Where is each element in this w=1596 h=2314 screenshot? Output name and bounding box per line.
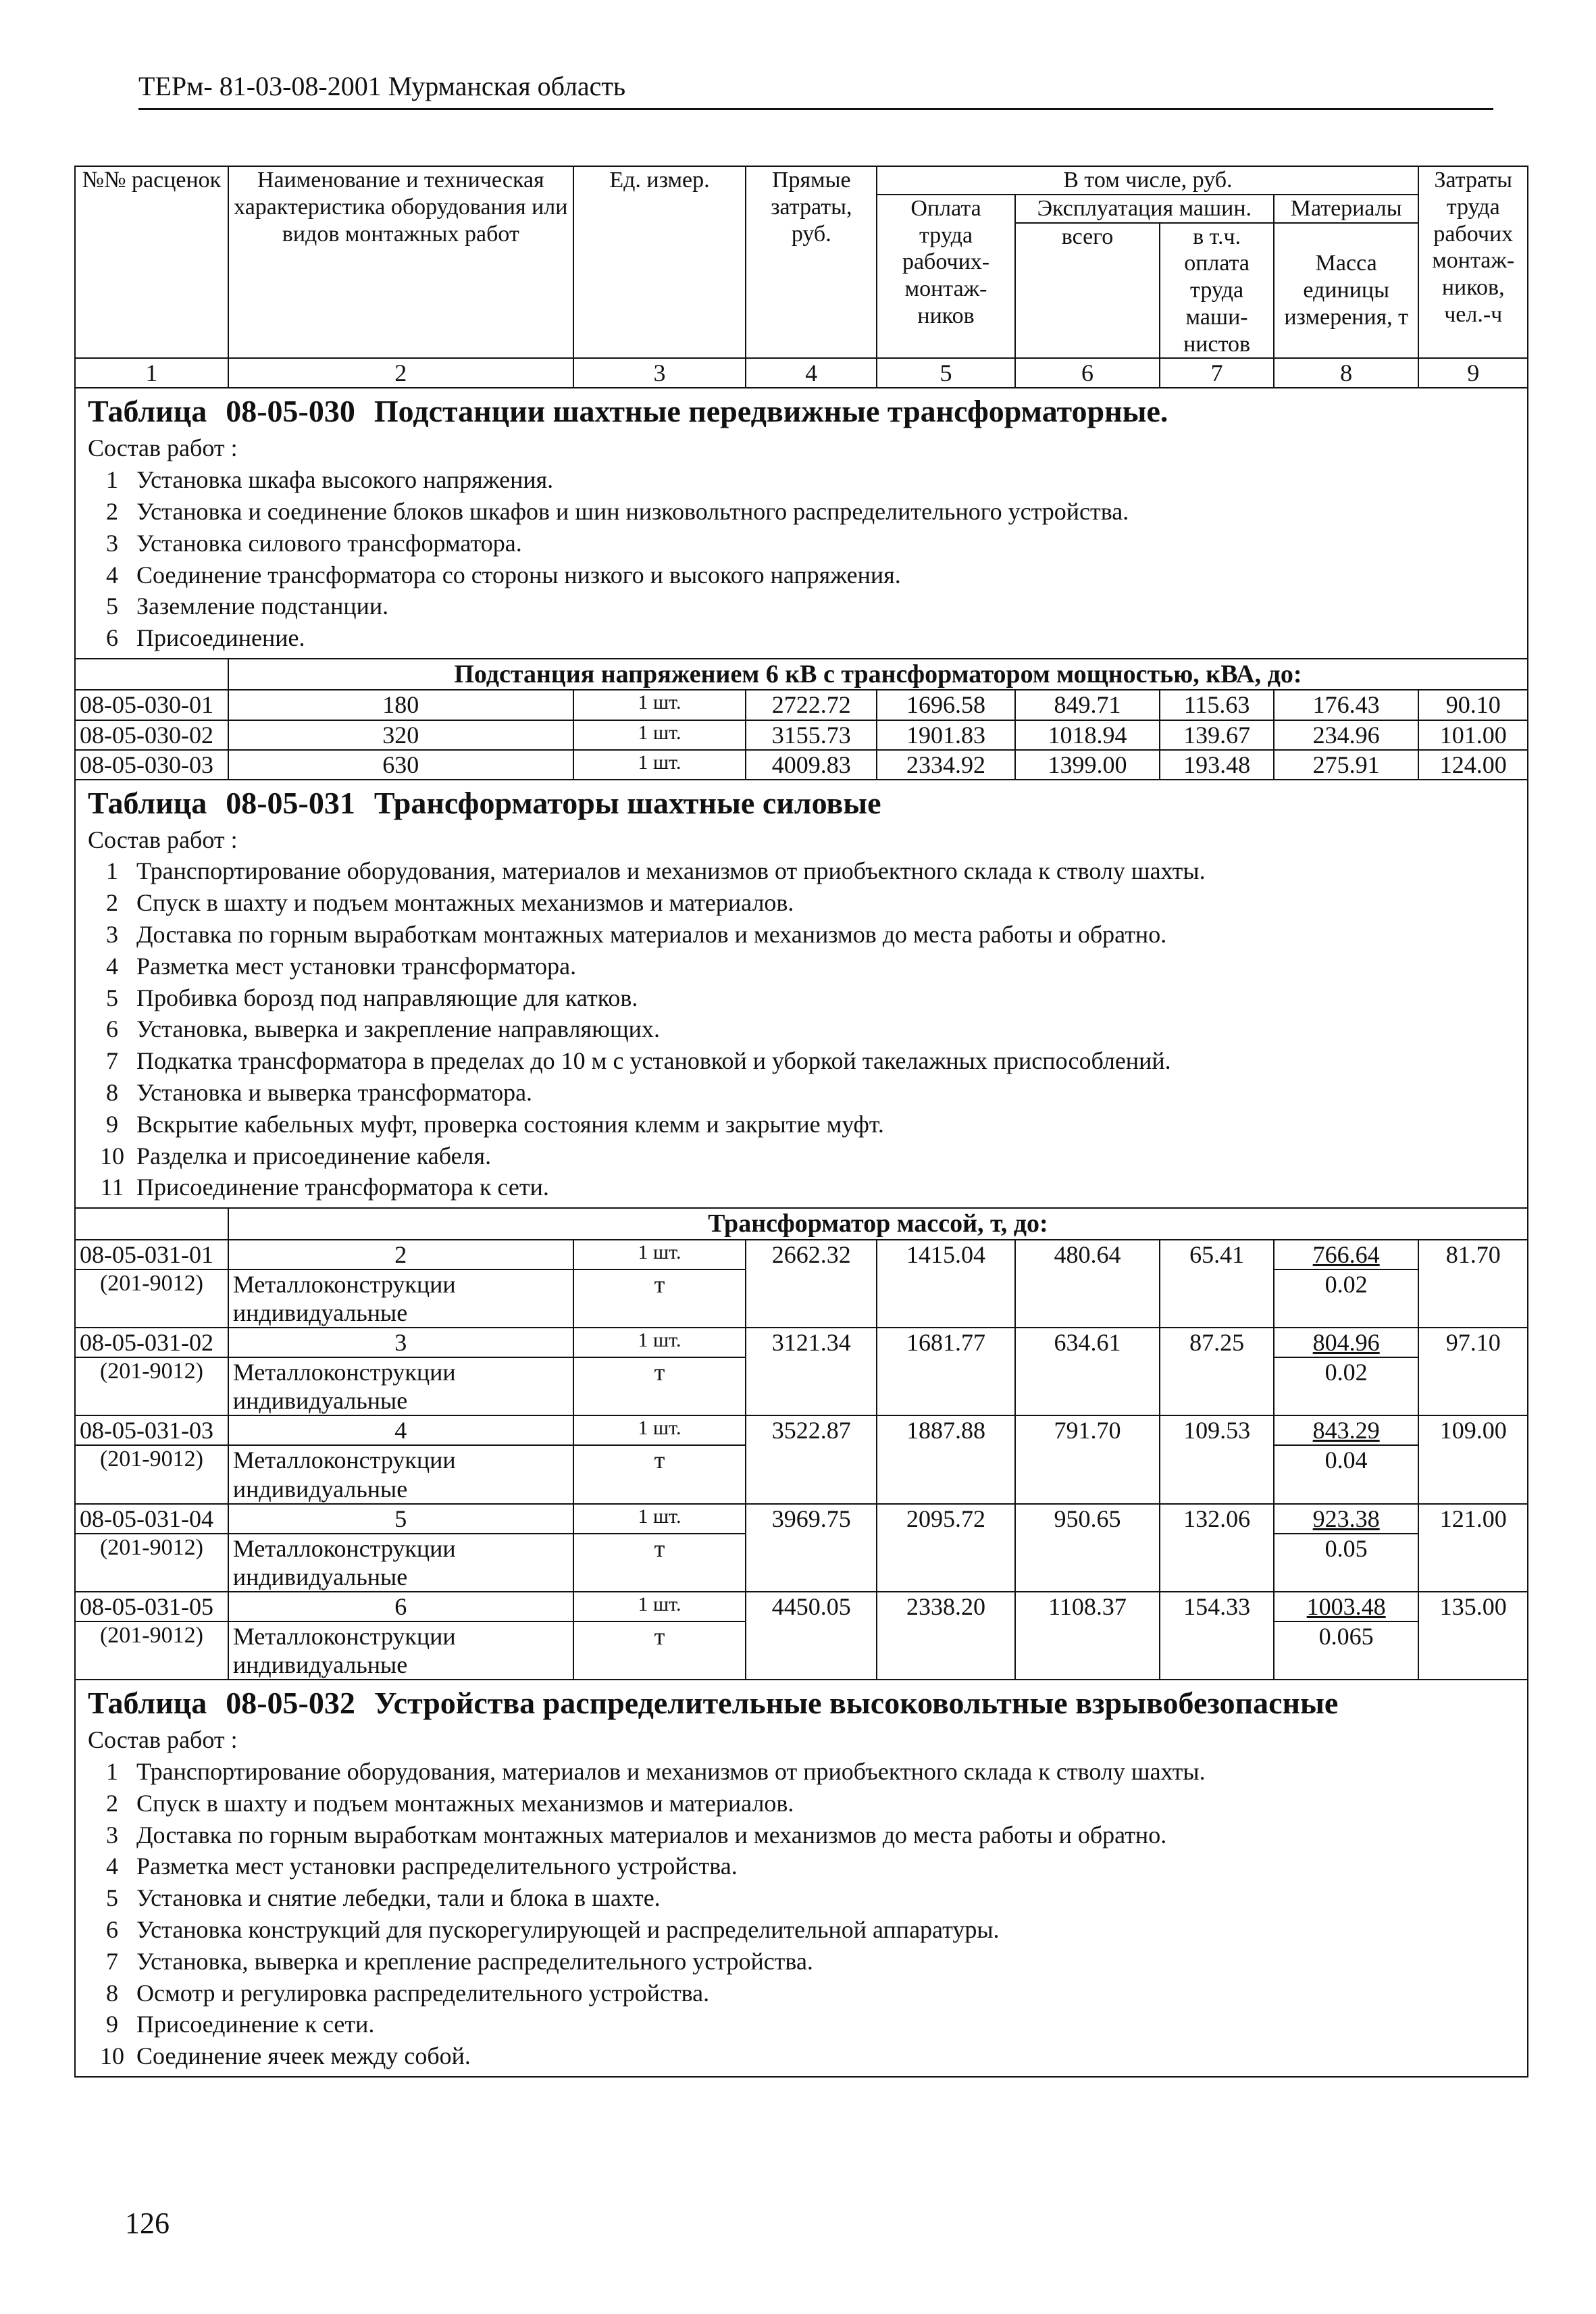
resource-mass: 0.04: [1274, 1445, 1419, 1503]
work-item-text: Транспортирование оборудования, материалов и механизмов от приобъектного склада к стволу шахты.: [136, 857, 1206, 885]
rate-unit: 1 шт.: [573, 1504, 746, 1534]
labor-hours: 90.10: [1418, 690, 1528, 720]
column-header-row: [75, 166, 1528, 195]
table-row: [75, 1592, 1528, 1621]
table-row: [75, 720, 1528, 750]
wage-costs: 2334.92: [877, 750, 1014, 780]
resource-name: Металлоконструкции индивидуальные: [228, 1534, 573, 1592]
work-item-text: Вскрытие кабельных муфт, проверка состояния клемм и закрытие муфт.: [136, 1110, 884, 1138]
operator-wage: 65.41: [1160, 1240, 1274, 1328]
col-number: 5: [877, 358, 1014, 388]
operator-wage: 132.06: [1160, 1504, 1274, 1592]
machine-costs: 634.61: [1015, 1328, 1160, 1415]
work-item-text: Соединение ячеек между собой.: [136, 2042, 471, 2070]
work-item-text: Транспортирование оборудования, материалов и механизмов от приобъектного склада к стволу шахты.: [136, 1757, 1206, 1785]
section-title: [88, 786, 1523, 822]
labor-hours: 124.00: [1418, 750, 1528, 780]
col-number: 2: [228, 358, 573, 388]
group-heading: Подстанция напряжением 6 кВ с трансформатором мощностью, кВА, до:: [228, 659, 1528, 690]
work-item-text: Спуск в шахту и подъем монтажных механизмов и материалов.: [136, 1789, 794, 1817]
section-row: [75, 388, 1528, 658]
work-item: [88, 622, 1523, 654]
wage-costs: 2095.72: [877, 1504, 1014, 1592]
resource-unit: т: [573, 1621, 746, 1680]
resource-mass: 0.05: [1274, 1534, 1419, 1592]
labor-hours: 109.00: [1418, 1415, 1528, 1503]
material-costs: 234.96: [1274, 720, 1419, 750]
col-header-mass: Масса единицы измерения, т: [1274, 223, 1419, 359]
operator-wage: 115.63: [1160, 690, 1274, 720]
work-item-number: 8: [106, 1979, 118, 2007]
material-costs: 766.64: [1274, 1240, 1419, 1269]
operator-wage: 87.25: [1160, 1328, 1274, 1415]
table-row: [75, 750, 1528, 780]
material-costs: 176.43: [1274, 690, 1419, 720]
work-item-number: 4: [106, 1853, 118, 1880]
rate-unit: 1 шт.: [573, 1415, 746, 1445]
work-item-text: Присоединение.: [136, 624, 305, 652]
document-header: ТЕРм- 81-03-08-2001 Мурманская область: [138, 71, 626, 101]
work-item-number: 5: [106, 593, 118, 620]
labor-hours: 97.10: [1418, 1328, 1528, 1415]
work-item-text: Разделка и присоединение кабеля.: [136, 1142, 492, 1169]
work-item-number: 3: [106, 1821, 118, 1848]
rate-code: 08-05-031-05: [75, 1592, 228, 1621]
work-item-text: Установка силового трансформатора.: [136, 529, 522, 557]
work-item-text: Разметка мест установки трансформатора.: [136, 952, 577, 980]
section-label: Таблица: [88, 394, 207, 429]
resource-unit: т: [573, 1445, 746, 1503]
rate-code: 08-05-030-02: [75, 720, 228, 750]
section-name: Устройства распределительные высоковольтные взрывобезопасные: [374, 1686, 1339, 1721]
col-number: 4: [746, 358, 877, 388]
material-costs: 923.38: [1274, 1504, 1419, 1534]
group-heading: Трансформатор массой, т, до:: [228, 1208, 1528, 1239]
work-item-number: 7: [106, 1047, 118, 1075]
work-item-text: Установка и соединение блоков шкафов и шин низковольтного распределительного устройства.: [136, 497, 1129, 525]
table-row: [75, 1504, 1528, 1534]
direct-costs: 4450.05: [746, 1592, 877, 1680]
column-number-row: [75, 358, 1528, 388]
section-code: 08-05-030: [226, 394, 355, 429]
work-item-text: Доставка по горным выработкам монтажных материалов и механизмов до места работы и обратно.: [136, 921, 1167, 948]
work-item-text: Установка и снятие лебедки, тали и блока в шахте.: [136, 1884, 661, 1912]
direct-costs: 3155.73: [746, 720, 877, 750]
section-label: Таблица: [88, 785, 207, 820]
resource-code: (201-9012): [75, 1269, 228, 1328]
direct-costs: 4009.83: [746, 750, 877, 780]
col-number: 6: [1015, 358, 1160, 388]
work-item-text: Подкатка трансформатора в пределах до 10 м с установкой и уборкой такелажных приспособлений.: [136, 1047, 1171, 1075]
work-item: [88, 1140, 1523, 1172]
rate-name: 5: [228, 1504, 573, 1534]
rate-unit: 1 шт.: [573, 1592, 746, 1621]
work-item-number: 2: [106, 889, 118, 917]
col-header-machines-total: всего: [1015, 223, 1160, 359]
work-item: [88, 1882, 1523, 1914]
rate-code: 08-05-030-03: [75, 750, 228, 780]
resource-name: Металлоконструкции индивидуальные: [228, 1357, 573, 1415]
work-item-text: Соединение трансформатора со стороны низкого и высокого напряжения.: [136, 561, 901, 588]
resource-mass: 0.065: [1274, 1621, 1419, 1680]
col-number: 8: [1274, 358, 1419, 388]
rate-unit: 1 шт.: [573, 1328, 746, 1357]
resource-unit: т: [573, 1357, 746, 1415]
work-item-text: Осмотр и регулировка распределительного устройства.: [136, 1979, 710, 2007]
col-number: 3: [573, 358, 746, 388]
work-item-text: Спуск в шахту и подъем монтажных механизмов и материалов.: [136, 889, 794, 917]
section-name: Подстанции шахтные передвижные трансформаторные.: [374, 394, 1168, 429]
work-item-text: Заземление подстанции.: [136, 593, 389, 620]
group-row: [75, 1208, 1528, 1239]
work-item-number: 5: [106, 1884, 118, 1912]
work-item-text: Доставка по горным выработкам монтажных материалов и механизмов до места работы и обратно.: [136, 1821, 1167, 1848]
work-item-number: 6: [106, 624, 118, 652]
work-item: [88, 464, 1523, 496]
work-item: [88, 1756, 1523, 1788]
rate-name: 630: [228, 750, 573, 780]
operator-wage: 139.67: [1160, 720, 1274, 750]
rate-code: 08-05-031-01: [75, 1240, 228, 1269]
work-item: [88, 919, 1523, 951]
composition-label: Состав работ :: [88, 826, 238, 853]
wage-costs: 1696.58: [877, 690, 1014, 720]
work-item-number: 4: [106, 561, 118, 588]
work-item-number: 1: [106, 857, 118, 885]
col-header-group: В том числе, руб.: [877, 166, 1418, 195]
rate-code: 08-05-030-01: [75, 690, 228, 720]
work-item-text: Установка конструкций для пускорегулирующей и распределительной аппаратуры.: [136, 1915, 1000, 1943]
machine-costs: 1018.94: [1015, 720, 1160, 750]
rate-name: 3: [228, 1328, 573, 1357]
rate-name: 4: [228, 1415, 573, 1445]
work-item: [88, 1172, 1523, 1203]
work-item-number: 8: [106, 1078, 118, 1106]
machine-costs: 480.64: [1015, 1240, 1160, 1328]
material-costs: 804.96: [1274, 1328, 1419, 1357]
section-block: [75, 388, 1528, 658]
work-item-text: Установка и выверка трансформатора.: [136, 1078, 533, 1106]
wage-costs: 2338.20: [877, 1592, 1014, 1680]
table-row: [75, 1328, 1528, 1357]
work-item: [88, 855, 1523, 887]
composition-label: Состав работ :: [88, 434, 238, 462]
section-code: 08-05-031: [226, 785, 355, 820]
section-code: 08-05-032: [226, 1686, 355, 1721]
work-item-text: Установка, выверка и крепление распределительного устройства.: [136, 1947, 813, 1975]
work-item-number: 9: [106, 2011, 118, 2038]
work-item-number: 6: [106, 1015, 118, 1043]
rate-name: 6: [228, 1592, 573, 1621]
group-blank-cell: [75, 659, 228, 690]
col-header-operators: в т.ч. оплата труда маши-нистов: [1160, 223, 1274, 359]
work-item-text: Разметка мест установки распределительного устройства.: [136, 1853, 738, 1880]
work-item: [88, 1013, 1523, 1045]
work-item: [88, 2009, 1523, 2040]
direct-costs: 3121.34: [746, 1328, 877, 1415]
resource-mass: 0.02: [1274, 1357, 1419, 1415]
labor-hours: 135.00: [1418, 1592, 1528, 1680]
work-item-text: Пробивка борозд под направляющие для катков.: [136, 984, 638, 1011]
labor-hours: 101.00: [1418, 720, 1528, 750]
machine-costs: 849.71: [1015, 690, 1160, 720]
work-item-text: Присоединение трансформатора к сети.: [136, 1174, 549, 1201]
work-item-number: 9: [106, 1110, 118, 1138]
direct-costs: 3522.87: [746, 1415, 877, 1503]
section-row: [75, 780, 1528, 1208]
work-item: [88, 559, 1523, 591]
resource-name: Металлоконструкции индивидуальные: [228, 1445, 573, 1503]
rate-name: 180: [228, 690, 573, 720]
work-item-number: 1: [106, 1757, 118, 1785]
rate-name: 320: [228, 720, 573, 750]
rate-code: 08-05-031-03: [75, 1415, 228, 1445]
material-costs: 1003.48: [1274, 1592, 1419, 1621]
material-costs: 275.91: [1274, 750, 1419, 780]
col-header-labor: Затраты труда рабочих монтаж-ников, чел.-ч: [1418, 166, 1528, 358]
work-item-number: 1: [106, 466, 118, 494]
operator-wage: 109.53: [1160, 1415, 1274, 1503]
section-block: [75, 1680, 1528, 2077]
section-name: Трансформаторы шахтные силовые: [374, 785, 881, 820]
work-item-number: 4: [106, 952, 118, 980]
col-number: 7: [1160, 358, 1274, 388]
resource-unit: т: [573, 1269, 746, 1328]
operator-wage: 154.33: [1160, 1592, 1274, 1680]
col-number: 1: [75, 358, 228, 388]
table-row: [75, 690, 1528, 720]
work-item-number: 10: [100, 1142, 124, 1169]
work-item-number: 2: [106, 497, 118, 525]
resource-name: Металлоконструкции индивидуальные: [228, 1621, 573, 1680]
work-item: [88, 1109, 1523, 1140]
work-item: [88, 887, 1523, 919]
material-costs: 843.29: [1274, 1415, 1419, 1445]
work-item-number: 3: [106, 921, 118, 948]
work-item: [88, 496, 1523, 528]
work-item: [88, 528, 1523, 559]
work-item: [88, 1914, 1523, 1946]
work-item: [88, 1077, 1523, 1109]
direct-costs: 2722.72: [746, 690, 877, 720]
resource-code: (201-9012): [75, 1445, 228, 1503]
wage-costs: 1415.04: [877, 1240, 1014, 1328]
rate-unit: 1 шт.: [573, 1240, 746, 1269]
work-item: [88, 1978, 1523, 2009]
section-block: [75, 780, 1528, 1208]
work-item-number: 11: [100, 1174, 124, 1201]
col-number: 9: [1418, 358, 1528, 388]
machine-costs: 1108.37: [1015, 1592, 1160, 1680]
labor-hours: 121.00: [1418, 1504, 1528, 1592]
rate-unit: 1 шт.: [573, 720, 746, 750]
rate-code: 08-05-031-02: [75, 1328, 228, 1357]
machine-costs: 1399.00: [1015, 750, 1160, 780]
direct-costs: 2662.32: [746, 1240, 877, 1328]
work-item: [88, 1045, 1523, 1077]
work-item: [88, 1819, 1523, 1851]
table-row: [75, 1240, 1528, 1269]
resource-unit: т: [573, 1534, 746, 1592]
col-header-code: №№ расценок: [75, 166, 228, 358]
operator-wage: 193.48: [1160, 750, 1274, 780]
composition-label: Состав работ :: [88, 1726, 238, 1754]
resource-code: (201-9012): [75, 1621, 228, 1680]
wage-costs: 1887.88: [877, 1415, 1014, 1503]
machine-costs: 950.65: [1015, 1504, 1160, 1592]
work-item-text: Установка, выверка и закрепление направляющих.: [136, 1015, 660, 1043]
work-item: [88, 2040, 1523, 2072]
work-item: [88, 951, 1523, 982]
rate-name: 2: [228, 1240, 573, 1269]
section-title: [88, 394, 1523, 430]
work-item-text: Присоединение к сети.: [136, 2011, 375, 2038]
col-header-wage: Оплата труда рабочих-монтаж-ников: [877, 195, 1014, 359]
work-item-number: 3: [106, 529, 118, 557]
work-item: [88, 982, 1523, 1014]
col-header-name: Наименование и техническая характеристика оборудования или видов монтажных работ: [228, 166, 573, 358]
work-item-text: Установка шкафа высокого напряжения.: [136, 466, 554, 494]
group-row: [75, 659, 1528, 690]
header-rule: [138, 108, 1493, 110]
rate-code: 08-05-031-04: [75, 1504, 228, 1534]
group-blank-cell: [75, 1208, 228, 1239]
work-item: [88, 1851, 1523, 1882]
col-header-machines: Эксплуатация машин.: [1015, 195, 1274, 223]
rate-unit: 1 шт.: [573, 750, 746, 780]
wage-costs: 1681.77: [877, 1328, 1014, 1415]
work-item-number: 10: [100, 2042, 124, 2070]
table-row: [75, 1415, 1528, 1445]
work-item: [88, 590, 1523, 622]
section-title: [88, 1686, 1523, 1721]
col-header-unit: Ед. измер.: [573, 166, 746, 358]
section-row: [75, 1680, 1528, 2077]
rate-unit: 1 шт.: [573, 690, 746, 720]
work-item-number: 5: [106, 984, 118, 1011]
direct-costs: 3969.75: [746, 1504, 877, 1592]
page-number: 126: [125, 2207, 170, 2240]
machine-costs: 791.70: [1015, 1415, 1160, 1503]
section-label: Таблица: [88, 1686, 207, 1721]
work-item: [88, 1946, 1523, 1978]
work-item-number: 2: [106, 1789, 118, 1817]
wage-costs: 1901.83: [877, 720, 1014, 750]
work-item: [88, 1788, 1523, 1819]
work-item-number: 7: [106, 1947, 118, 1975]
col-header-direct: Прямые затраты, руб.: [746, 166, 877, 358]
col-header-materials: Материалы: [1274, 195, 1419, 223]
resource-mass: 0.02: [1274, 1269, 1419, 1328]
resource-code: (201-9012): [75, 1357, 228, 1415]
resource-name: Металлоконструкции индивидуальные: [228, 1269, 573, 1328]
resource-code: (201-9012): [75, 1534, 228, 1592]
labor-hours: 81.70: [1418, 1240, 1528, 1328]
work-item-number: 6: [106, 1915, 118, 1943]
price-table: [74, 166, 1528, 2078]
